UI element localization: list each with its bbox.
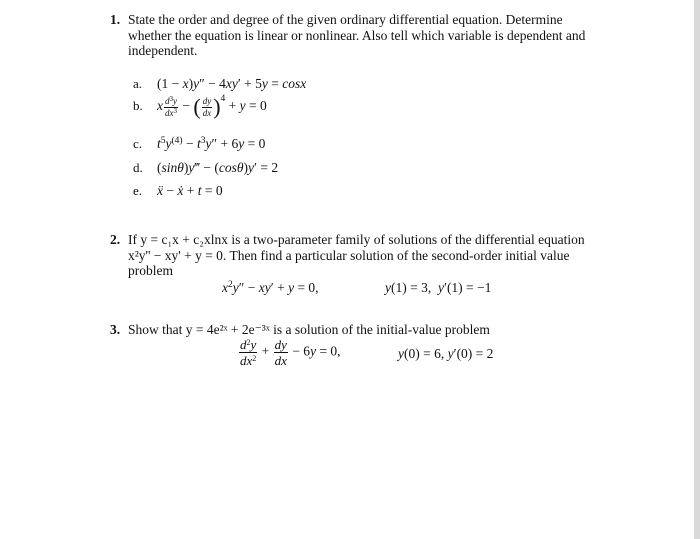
equation-e: e. ẍ − ẋ + t = 0 [133,183,223,198]
question-3-number: 3. [110,322,121,337]
item-c-label: c. [133,136,143,151]
question-3-text: Show that y = 4e²ˣ + 2e⁻³ˣ is a solution of the initial-value problem [128,322,490,337]
equation-d: d. (sinθ)y‴ − (cosθ)y′ = 2 [133,160,279,175]
item-a-label: a. [133,76,143,91]
item-e-label: e. [133,183,143,198]
question-2-equation: $x^2y'' - xy' + y = 0$, [222,280,319,295]
equation-c: c. $t^5y^{(4)} - t^3y'' + 6y = 0$ [133,136,266,151]
question-2-initial-conditions: y(1) = 3, y′(1) = −1 [385,280,492,295]
question-3-initial-conditions: y(0) = 6, y′(0) = 2 [398,346,494,361]
item-b-label: b. [133,98,143,114]
item-d-label: d. [133,160,143,175]
page-edge [694,0,700,539]
equation-b: b. x $\frac{d^3y}{dx^3}$ − ( $\frac{dy}{dx}$ )$^4$ + y = 0 [133,94,267,119]
question-2-text: If y = c₁x + c₂xlnx is a two-parameter family of solutions of the differential equation x²y'' − xy' + y = 0. Then find a particular solution of the second-order initial value problem [128,232,585,278]
equation-a: a. (1 − x)y″ − 4xy′ + 5y = cosx [133,76,307,91]
question-3-equation: $\frac{d^2y}{dx^2}$ + $\frac{dy}{dx}$ − 6y = 0, [240,337,341,368]
question-1-number: 1. [110,12,121,27]
question-2-number: 2. [110,232,121,247]
question-1-text: State the order and degree of the given ordinary differential equation. Determine whether the equation is linear or nonlinear. Also tell which variable is dependent and independent. [128,12,586,58]
